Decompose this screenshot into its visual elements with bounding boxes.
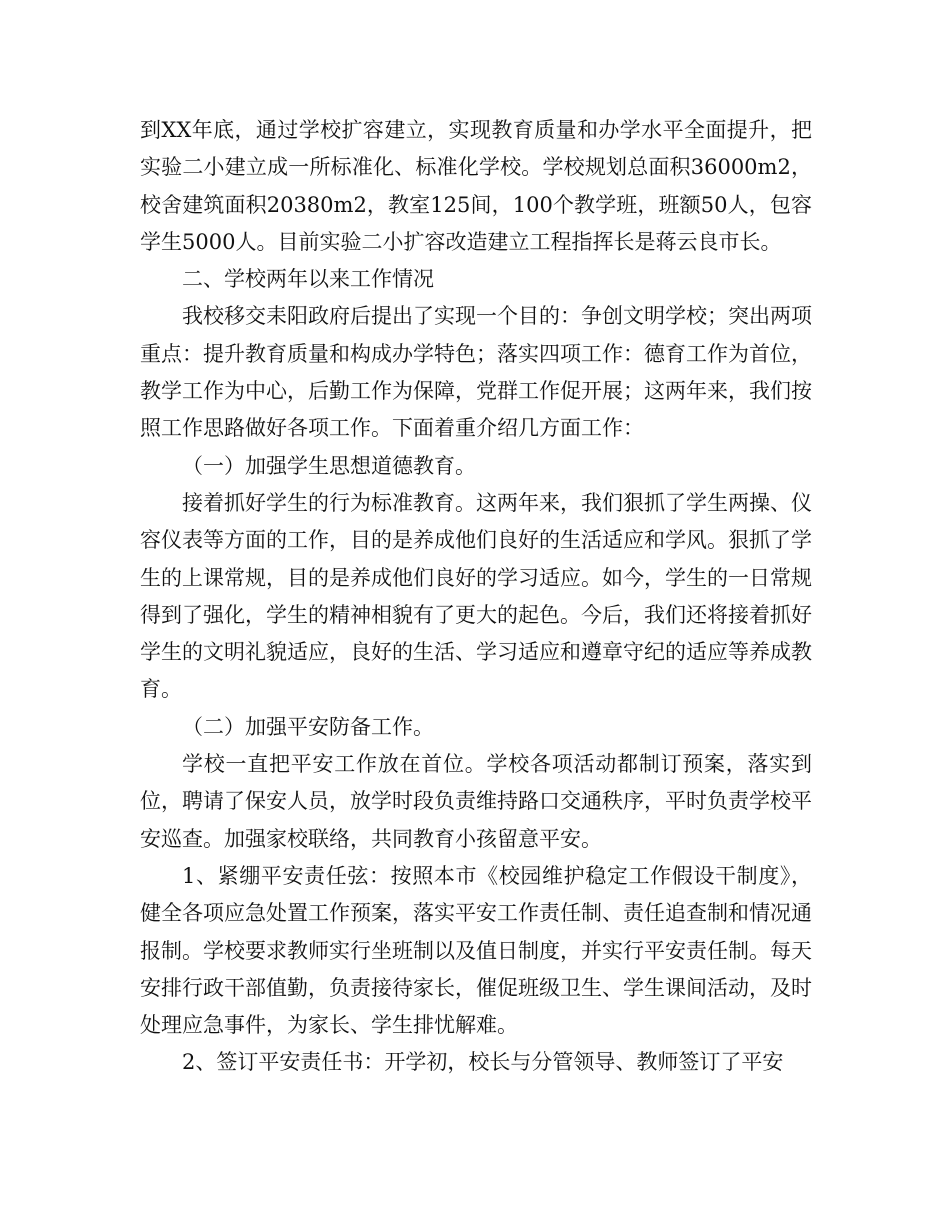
- subheading-safety: （二）加强平安防备工作。: [182, 714, 434, 739]
- paragraph-intro-continuation: 到XX年底，通过学校扩容建立，实现教育质量和办学水平全面提升，把实验二小建立成一所标准化、标准化学校。学校规划总面积36000m2，校舍建筑面积20380m2，教室125间，100个教学班，班额50人，包容学生5000人。目前实验二小扩容改造建立工程指挥长是蒋云良市长。: [140, 118, 812, 254]
- paragraph-safety: 学校一直把平安工作放在首位。学校各项活动都制订预案，落实到位，聘请了保安人员，放学时段负责维持路口交通秩序，平时负责学校平安巡查。加强家校联络，共同教育小孩留意平安。: [140, 752, 812, 851]
- paragraph-safety-item-1: 1、紧绷平安责任弦：按照本市《校园维护稳定工作假设干制度》，健全各项应急处置工作预案，落实平安工作责任制、责任追查制和情况通报制。学校要求教师实行坐班制以及值日制度，并实行平安责任制。每天安排行政干部值勤，负责接待家长，催促班级卫生、学生课间活动，及时处理应急事件，为家长、学生排忧解难。: [140, 863, 812, 1038]
- paragraph-moral-education: 接着抓好学生的行为标准教育。这两年来，我们狠抓了学生两操、仪容仪表等方面的工作，目的是养成他们良好的生活适应和学风。狠抓了学生的上课常规，目的是养成他们良好的学习适应。如今，学生的一日常规得到了强化，学生的精神相貌有了更大的起色。今后，我们还将接着抓好学生的文明礼貌适应，良好的生活、学习适应和遵章守纪的适应等养成教育。: [140, 490, 812, 702]
- paragraph-goals: 我校移交耒阳政府后提出了实现一个目的：争创文明学校；突出两项重点：提升教育质量和构成办学特色；落实四项工作：德育工作为首位，教学工作为中心，后勤工作为保障，党群工作促开展；这两年来，我们按照工作思路做好各项工作。下面着重介绍几方面工作：: [140, 304, 812, 441]
- subheading-moral-education: （一）加强学生思想道德教育。: [182, 453, 476, 478]
- section-heading-work-situation: 二、学校两年以来工作情况: [182, 267, 434, 292]
- paragraph-safety-item-2: 2、签订平安责任书：开学初，校长与分管领导、教师签订了平安: [182, 1050, 784, 1075]
- document-page: [140, 112, 812, 1082]
